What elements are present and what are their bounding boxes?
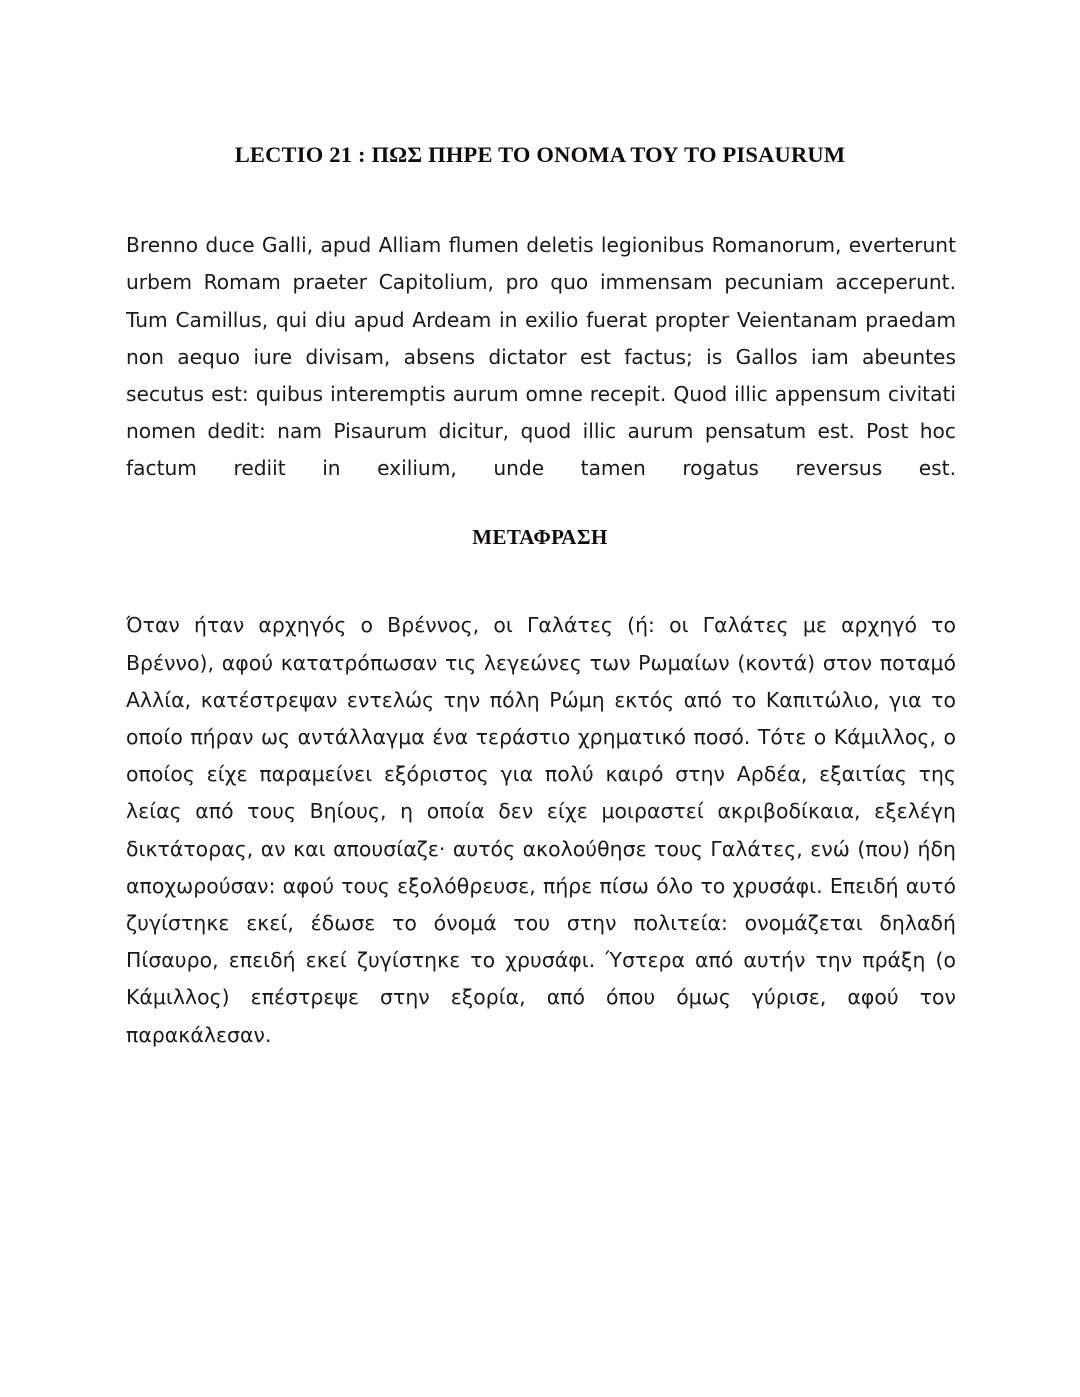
latin-passage-paragraph: Brenno duce Galli, apud Alliam flumen deletis legionibus Romanorum, everterunt urbem Romam praeter Capitolium, pro quo immensam pecuniam acceperunt. Tum Camillus, qui diu apud Ardeam in exilio fuerat propter Veientanam praedam non aequo iure divisam, absens dictator est factus; is Gallos iam abeuntes secutus est: quibus interemptis aurum omne recepit. Quod illic appensum civitati nomen dedit: nam Pisaurum dicitur, quod illic aurum pensatum est. Post hoc factum rediit in exilium, unde tamen rogatus reversus est. xyxy=(126,233,956,481)
greek-translation-paragraph: Όταν ήταν αρχηγός ο Βρέννος, οι Γαλάτες (ή: οι Γαλάτες με αρχηγό το Βρέννο), αφού κατατρόπωσαν τις λεγεώνες των Ρωμαίων (κοντά) στον ποταμό Αλλία, κατέστρεψαν εντελώς την πόλη Ρώμη εκτός από το Καπιτώλιο, για το οποίο πήραν ως αντάλλαγμα ένα τεράστιο χρηματικό ποσό. Τότε ο Κάμιλλος, ο οποίος είχε παραμείνει εξόριστος για πολύ καιρό στην Αρδέα, εξαιτίας της λείας από τους Βηίους, η οποία δεν είχε μοιραστεί ακριβοδίκαια, εξελέγη δικτάτορας, αν και απουσίαζε· αυτός ακολούθησε τους Γαλάτες, ενώ (που) ήδη αποχωρούσαν: αφού τους εξολόθρευσε, πήρε πίσω όλο το χρυσάφι. Επειδή αυτό ζυγίστηκε εκεί, έδωσε το όνομά του στην πολιτεία: ονομάζεται δηλαδή Πίσαυρο, επειδή εκεί ζυγίστηκε το χρυσάφι. Ύστερα από αυτήν την πράξη (ο Κάμιλλος) επέστρεψε στην εξορία, από όπου όμως γύρισε, αφού τον παρακάλεσαν. xyxy=(126,613,956,1047)
translation-section-heading: ΜΕΤΑΦΡΑΣΗ xyxy=(472,525,608,550)
page-title: LECTIO 21 : ΠΩΣ ΠΗΡΕ ΤΟ ΟΝΟΜΑ ΤΟΥ ΤΟ PISAURUM xyxy=(234,142,846,168)
